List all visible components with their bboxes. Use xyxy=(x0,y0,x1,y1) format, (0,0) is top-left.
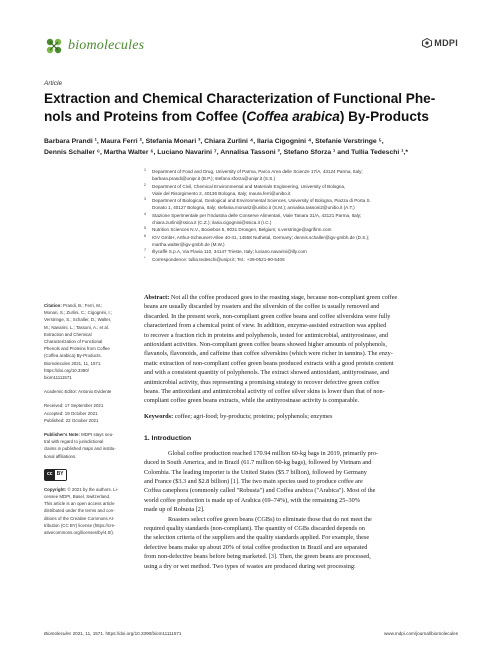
affiliation-item xyxy=(144,183,474,198)
copyright-block xyxy=(44,486,126,536)
introduction-line: Global coffee production reached 170.94 million 60-kg bags in 2019, primarily pro- xyxy=(168,449,379,457)
affiliation-item xyxy=(144,234,474,249)
introduction-line: defective beans make up about 20% of total coffee production in Brazil and are separated xyxy=(144,543,368,551)
introduction-line: duced in South America, and in Brazil (61.7 million 60-kg bags), followed by Vietnam and xyxy=(144,459,372,467)
note-line: claims in published maps and institu- xyxy=(44,446,116,452)
affiliation-number: 2 xyxy=(144,182,146,187)
affiliation-line: Correspondence: tullia.tedeschi@unipr.it; Tel.: +39-0521-90-5406 xyxy=(152,256,285,262)
editor-text: Academic Editor: Antonio Evidente xyxy=(44,389,112,395)
affiliation-number: 1 xyxy=(144,168,146,172)
affiliation-item xyxy=(144,197,474,212)
affiliation-number: 5 xyxy=(144,226,146,231)
cc-icon: cc xyxy=(45,470,55,480)
affiliation-line: Department of Food and Drug, University of Parma, Parco Area delle Scienze 17/A, 43124 Parma, Italy; xyxy=(152,169,363,174)
abstract-text: Not all the coffee produced goes to the roasting stage, because non-compliant green coffee xyxy=(170,294,398,301)
copyright-line: This article is an open access article xyxy=(44,501,115,507)
academic-editor xyxy=(44,388,126,395)
affiliation-number: 7 xyxy=(144,248,146,253)
introduction-line: Roasters select coffee green beans (CGBs) to eliminate those that do not meet the xyxy=(168,515,372,523)
title-line-1: Extraction and Chemical Characterization of Functional Phe- xyxy=(44,91,436,106)
abstract-line: to recover a fraction rich in proteins and polyphenols, tested for antimicrobial, antityrosinase, and xyxy=(144,331,389,339)
abstract-line: beans are usually discarded by roasters and the silverskin of the coffee is usually removed and xyxy=(144,303,380,311)
copyright-line: ditions of the Creative Commons At- xyxy=(44,515,115,521)
publisher-name: MDPI xyxy=(434,38,458,48)
abstract-line: compliant coffee green beans extracts, while the antityrosinase activity is comparable. xyxy=(144,397,360,405)
note-line: MDPI stays neu- xyxy=(81,432,114,438)
citation-line: Verstringe, S.; Schaller, D.; Walter, xyxy=(44,317,112,323)
received-date: Received: 17 September 2021 xyxy=(44,403,104,409)
citation-line: (Coffea arabica) By-Products. xyxy=(44,353,102,359)
article-type: Article xyxy=(44,80,63,87)
introduction-body xyxy=(144,449,474,571)
introduction-line: using a dry or wet method. Two types of wastes are produced during wet processing: xyxy=(144,562,356,570)
affiliation-line: Illycaffè S.p.A, Via Flavia 110, 34147 Trieste, Italy; luciano.navarini@illy.com xyxy=(152,249,307,255)
cc-by-license-badge[interactable] xyxy=(44,469,67,481)
title-text: nols and Proteins from Coffee ( xyxy=(44,109,247,124)
article-sidebar xyxy=(44,302,126,543)
author-line-1: Barbara Prandi ¹, Maura Ferri ², Stefania Monari ³, Chiara Zurlini ⁴, Ilaria Cigognini ⁴, Stefanie Verstringe ⁵, xyxy=(44,138,384,145)
citation-line: Monari, S.; Zurlini, C.; Cigognini, I.; xyxy=(44,310,113,316)
citation-line: Phenols and Proteins from Coffee xyxy=(44,346,110,352)
page-footer xyxy=(44,631,458,636)
affiliation-item xyxy=(144,212,474,227)
affiliation-line: barbara.prandi@unipr.it (B.P.); stefano.sforza@unipr.it (S.S.) xyxy=(152,176,276,182)
footer-journal: Biomolecules xyxy=(44,631,72,636)
footer-journal-url[interactable]: www.mdpi.com/journal/biomolecules xyxy=(383,631,458,636)
citation-line: Prandi, B.; Ferri, M.; xyxy=(63,303,103,308)
abstract-line: discarded. In the present work, non-compliant green coffee beans and coffee silverskins were fully xyxy=(144,312,391,320)
note-line: tional affiliations. xyxy=(44,453,77,459)
citation-line: Extraction and Chemical xyxy=(44,331,92,337)
introduction-line: and France ($3.3 and $2.8 billion) [1]. The two main species used to produce coffee are xyxy=(144,477,363,485)
copyright-label: Copyright: xyxy=(44,486,67,492)
affiliation-line: Stazione Sperimentale per l'Industria delle Conserve Alimentari, Viale Tanara 31/A, 43121 Parma, Italy; xyxy=(152,212,362,218)
abstract-line: antioxidant activities. Non-compliant green coffee beans showed higher amounts of polyphenols, xyxy=(144,341,387,349)
citation-line: Biomolecules 2021, 11, 1571. xyxy=(44,360,102,366)
dates-block xyxy=(44,402,126,424)
affiliation-item xyxy=(144,226,474,233)
footer-citation-text: 2021, 11, 1571. https://doi.org/10.3390/biom11111571 xyxy=(71,631,182,636)
introduction-line: world coffee production is made up of Arabica (69–74%), with the remaining 25–30% xyxy=(144,496,360,504)
citation-doi-link[interactable]: biom11111571 xyxy=(44,375,72,381)
abstract-line: beans. The antioxidant and antimicrobial activity of coffee silver skins is lower than that of non- xyxy=(144,388,385,396)
affiliation-line: Viale del Risorgimento 2, 40136 Bologna, Italy; maura.ferri@unibo.it xyxy=(152,190,291,196)
affiliation-number: 3 xyxy=(144,197,146,202)
affiliation-number: 6 xyxy=(144,233,146,238)
affiliation-line: chiara.zurlini@ssica.it (C.Z.); ilaria.cigognini@ssica.it (I.C.) xyxy=(152,220,272,226)
introduction-line: the selection criteria of the suppliers and the quality standards applied. For example, these xyxy=(144,534,370,542)
note-line: tral with regard to jurisdictional xyxy=(44,439,104,445)
license-link[interactable]: ativecommons.org/licenses/by/4.0/). xyxy=(44,530,115,536)
copyright-line: © 2021 by the authors. Li- xyxy=(67,486,119,492)
author-list xyxy=(44,136,464,158)
author-line-2: Dennis Schaller ⁶, Martha Walter ⁶, Luciano Navarini ⁷, Annalisa Tassoni ³, Stefano Sforza ¹ and Tullia Tedeschi ¹,* xyxy=(44,149,408,156)
publisher-logo[interactable] xyxy=(422,38,458,48)
keywords-label: Keywords: xyxy=(144,412,174,420)
abstract-line: antimicrobial activity, thus representing a promising strategy to recover defective green coffee xyxy=(144,378,380,386)
note-label: Publisher's Note: xyxy=(44,432,80,438)
affiliations xyxy=(144,168,474,263)
title-species: Coffea arabica xyxy=(246,109,340,124)
abstract-line: flavanols, flavonoids, and caffeine than coffee silverskins (which were richer in tannins). The enzy- xyxy=(144,350,393,358)
citation-block xyxy=(44,302,126,381)
citation-label: Citation: xyxy=(44,303,62,308)
keywords-text: coffee; agri-food; by-products; proteins; polyphenols; enzymes xyxy=(174,412,333,420)
citation-doi-link[interactable]: https://doi.org/10.3390/ xyxy=(44,367,89,373)
abstract-line: and with a consistent quantity of polyphenols. The extract showed antioxidant, antityrosinase, and xyxy=(144,369,390,377)
abstract xyxy=(144,293,474,406)
introduction-line: made up of Robusta [2]. xyxy=(144,506,205,514)
affiliation-line: martha.walter@igv-gmbh.de (M.W.) xyxy=(152,241,225,247)
affiliation-line: Department of Civil, Chemical Environmental and Materials Engineering, University of Bologna, xyxy=(152,183,346,189)
introduction-line: Coffea canephora (commonly called "Robusta") and Coffea arabica ("Arabica"). Most of the xyxy=(144,487,376,495)
abstract-line xyxy=(144,293,474,302)
main-column xyxy=(144,293,474,571)
abstract-label: Abstract: xyxy=(144,294,170,301)
introduction-line: Colombia. The leading importer is the United States ($5.7 billion), followed by Germany xyxy=(144,468,367,476)
footer-citation xyxy=(44,631,182,636)
affiliation-number: * xyxy=(144,255,146,260)
introduction-line: required quality standards (non-compliant). The quantity of CGBs discarded depends on xyxy=(144,524,365,532)
journal-name: biomolecules xyxy=(68,38,145,53)
affiliation-line: Nutrition Sciences N.V., Booiebos 5, 9031 Drongen, Belgium; s.verstringe@agrifirm.com xyxy=(152,227,332,233)
affiliation-item xyxy=(144,168,474,183)
mdpi-icon xyxy=(422,38,432,48)
affiliation-line: Donato 1, 40127 Bologna, Italy; stefania.monari2@unibo.it (S.M.); annalisa.tassoni2@unibo.it (A.T.) xyxy=(152,205,355,211)
accepted-date: Accepted: 19 October 2021 xyxy=(44,410,98,416)
affiliation-number: 4 xyxy=(144,211,146,216)
published-date: Published: 22 October 2021 xyxy=(44,417,99,423)
copyright-line: distributed under the terms and con- xyxy=(44,508,115,514)
abstract-line: characterized from a chemical point of view. In addition, enzyme-assisted extraction was applied xyxy=(144,322,387,330)
article-title xyxy=(44,90,464,126)
abstract-line: matic extraction of non-compliant coffee green beans produced extracts with a good protein content xyxy=(144,359,394,367)
section-heading: 1. Introduction xyxy=(144,435,192,443)
affiliation-line: Department of Biological, Geological and Environmental Sciences, University of Bologna, Piazza di Porta S. xyxy=(152,198,371,204)
keywords xyxy=(144,412,474,421)
publisher-note xyxy=(44,431,126,460)
citation-line: M.; Navarini, L.; Tassoni, A.; et al. xyxy=(44,324,110,330)
affiliation-item xyxy=(144,248,474,255)
copyright-line: censee MDPI, Basel, Switzerland. xyxy=(44,494,111,500)
by-icon: BY xyxy=(55,470,66,480)
copyright-line: tribution (CC BY) license (https://cre- xyxy=(44,522,116,528)
citation-line: Characterization of Functional xyxy=(44,339,103,345)
introduction-line: from non-defective beans before being marketed. [3]. Then, the green beans are processed, xyxy=(144,553,371,561)
affiliation-line: IGV GmbH, Arthur-Scheunert-Allee 40-41, 14558 Nuthetal, Germany; dennis.schaller@igv-gmbh.de (D.S.); xyxy=(152,234,370,240)
title-text-end: ) By-Products xyxy=(339,109,429,124)
affiliation-item xyxy=(144,256,474,263)
title-line-2 xyxy=(44,108,464,126)
journal-logo-icon xyxy=(44,36,64,56)
